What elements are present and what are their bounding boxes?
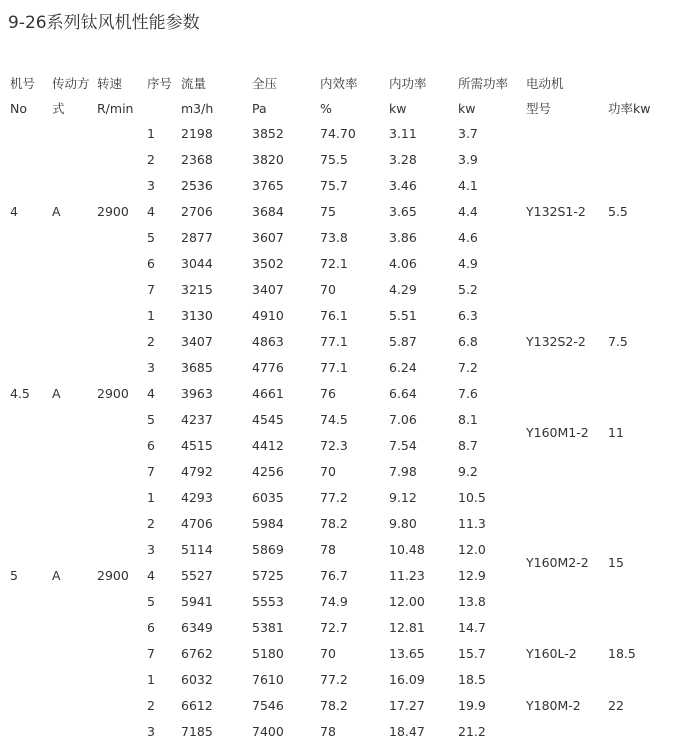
table-cell: 70 [320, 646, 336, 661]
header-cell: 内效率 [320, 76, 358, 91]
table-cell: 3 [147, 542, 155, 557]
table-cell: 3963 [181, 386, 213, 401]
table-cell: 78.2 [320, 516, 348, 531]
table-cell: 74.5 [320, 412, 348, 427]
table-cell: 3607 [252, 230, 284, 245]
table-cell: 77.1 [320, 334, 348, 349]
group-no-cell: 4 [10, 204, 18, 219]
table-cell: 4412 [252, 438, 284, 453]
motor-model-cell: Y132S1-2 [526, 204, 586, 219]
header-cell: 转速 [97, 76, 123, 91]
table-cell: 5180 [252, 646, 284, 661]
table-cell: 4661 [252, 386, 284, 401]
table-cell: 16.09 [389, 672, 425, 687]
table-cell: 7.98 [389, 464, 417, 479]
header-cell: 全压 [252, 76, 278, 91]
table-cell: 2 [147, 698, 155, 713]
table-cell: 3684 [252, 204, 284, 219]
table-cell: 73.8 [320, 230, 348, 245]
table-cell: 5381 [252, 620, 284, 635]
table-cell: 4776 [252, 360, 284, 375]
motor-model-cell: Y132S2-2 [526, 334, 586, 349]
table-cell: 6032 [181, 672, 213, 687]
table-cell: 5941 [181, 594, 213, 609]
table-cell: 4792 [181, 464, 213, 479]
motor-model-cell: Y180M-2 [526, 698, 581, 713]
table-cell: 3215 [181, 282, 213, 297]
motor-power-cell: 15 [608, 555, 624, 570]
table-cell: 3.28 [389, 152, 417, 167]
table-cell: 13.65 [389, 646, 425, 661]
table-cell: 17.27 [389, 698, 425, 713]
table-cell: 3.46 [389, 178, 417, 193]
table-cell: 7.54 [389, 438, 417, 453]
table-cell: 5725 [252, 568, 284, 583]
table-cell: 4863 [252, 334, 284, 349]
table-cell: 9.2 [458, 464, 478, 479]
table-cell: 5.87 [389, 334, 417, 349]
table-cell: 78 [320, 542, 336, 557]
page-title: 9-26系列钛风机性能参数 [8, 13, 200, 33]
table-cell: 4706 [181, 516, 213, 531]
table-cell: 4.1 [458, 178, 478, 193]
table-cell: 11.23 [389, 568, 425, 583]
table-cell: 3685 [181, 360, 213, 375]
table-cell: 10.48 [389, 542, 425, 557]
table-cell: 2 [147, 516, 155, 531]
table-cell: 2368 [181, 152, 213, 167]
header-cell: 机号 [10, 76, 36, 91]
table-cell: 4237 [181, 412, 213, 427]
table-cell: 76.7 [320, 568, 348, 583]
table-cell: 72.3 [320, 438, 348, 453]
table-cell: 4.29 [389, 282, 417, 297]
header-cell: No [10, 101, 27, 116]
table-cell: 10.5 [458, 490, 486, 505]
header-cell: kw [458, 101, 476, 116]
table-cell: 5.51 [389, 308, 417, 323]
header-cell: 传动方 [52, 76, 90, 91]
table-cell: 6035 [252, 490, 284, 505]
table-cell: 9.12 [389, 490, 417, 505]
motor-model-cell: Y160L-2 [526, 646, 577, 661]
group-no-cell: 5 [10, 568, 18, 583]
table-cell: 4 [147, 568, 155, 583]
header-cell: % [320, 101, 332, 116]
table-cell: 14.7 [458, 620, 486, 635]
table-cell: 3.11 [389, 126, 417, 141]
table-cell: 3.9 [458, 152, 478, 167]
table-cell: 7400 [252, 724, 284, 739]
table-cell: 3765 [252, 178, 284, 193]
table-cell: 8.7 [458, 438, 478, 453]
table-cell: 1 [147, 490, 155, 505]
table-cell: 3407 [252, 282, 284, 297]
table-cell: 5 [147, 412, 155, 427]
table-cell: 19.9 [458, 698, 486, 713]
table-cell: 12.0 [458, 542, 486, 557]
table-cell: 6 [147, 620, 155, 635]
table-cell: 6.64 [389, 386, 417, 401]
table-cell: 7185 [181, 724, 213, 739]
motor-power-cell: 22 [608, 698, 624, 713]
table-cell: 77.2 [320, 490, 348, 505]
table-cell: 3.7 [458, 126, 478, 141]
table-cell: 5553 [252, 594, 284, 609]
table-cell: 7.2 [458, 360, 478, 375]
table-cell: 12.00 [389, 594, 425, 609]
group-speed-cell: 2900 [97, 386, 129, 401]
table-cell: 3852 [252, 126, 284, 141]
table-cell: 3130 [181, 308, 213, 323]
table-cell: 15.7 [458, 646, 486, 661]
group-drive-cell: A [52, 386, 61, 401]
header-cell: Pa [252, 101, 267, 116]
table-cell: 3 [147, 178, 155, 193]
table-cell: 4.6 [458, 230, 478, 245]
table-cell: 78.2 [320, 698, 348, 713]
table-cell: 2877 [181, 230, 213, 245]
motor-power-cell: 11 [608, 425, 624, 440]
table-cell: 77.2 [320, 672, 348, 687]
table-cell: 77.1 [320, 360, 348, 375]
table-cell: 7 [147, 282, 155, 297]
table-cell: 74.70 [320, 126, 356, 141]
table-cell: 4293 [181, 490, 213, 505]
group-speed-cell: 2900 [97, 568, 129, 583]
group-drive-cell: A [52, 204, 61, 219]
table-cell: 7546 [252, 698, 284, 713]
header-cell: 型号 [526, 101, 552, 116]
table-cell: 72.1 [320, 256, 348, 271]
group-no-cell: 4.5 [10, 386, 30, 401]
table-cell: 78 [320, 724, 336, 739]
table-cell: 6.8 [458, 334, 478, 349]
table-cell: 3407 [181, 334, 213, 349]
table-cell: 4 [147, 204, 155, 219]
table-cell: 5 [147, 230, 155, 245]
table-cell: 7.06 [389, 412, 417, 427]
table-cell: 7610 [252, 672, 284, 687]
table-cell: 6349 [181, 620, 213, 635]
table-cell: 4515 [181, 438, 213, 453]
header-cell: m3/h [181, 101, 214, 116]
table-cell: 2706 [181, 204, 213, 219]
table-cell: 4.9 [458, 256, 478, 271]
table-cell: 3502 [252, 256, 284, 271]
table-cell: 4256 [252, 464, 284, 479]
table-cell: 6 [147, 256, 155, 271]
table-cell: 72.7 [320, 620, 348, 635]
table-cell: 1 [147, 126, 155, 141]
header-cell: 序号 [147, 76, 173, 91]
table-cell: 3820 [252, 152, 284, 167]
table-cell: 3.65 [389, 204, 417, 219]
table-cell: 5 [147, 594, 155, 609]
table-cell: 4.06 [389, 256, 417, 271]
motor-model-cell: Y160M1-2 [526, 425, 589, 440]
table-cell: 1 [147, 308, 155, 323]
table-cell: 5.2 [458, 282, 478, 297]
table-cell: 3044 [181, 256, 213, 271]
table-cell: 4545 [252, 412, 284, 427]
table-cell: 6.3 [458, 308, 478, 323]
table-cell: 5527 [181, 568, 213, 583]
table-cell: 3 [147, 360, 155, 375]
table-cell: 2 [147, 334, 155, 349]
table-cell: 70 [320, 464, 336, 479]
table-cell: 12.81 [389, 620, 425, 635]
table-cell: 5869 [252, 542, 284, 557]
header-cell: 流量 [181, 76, 207, 91]
table-cell: 75.5 [320, 152, 348, 167]
table-cell: 5984 [252, 516, 284, 531]
table-cell: 13.8 [458, 594, 486, 609]
motor-model-cell: Y160M2-2 [526, 555, 589, 570]
table-cell: 6612 [181, 698, 213, 713]
group-drive-cell: A [52, 568, 61, 583]
header-cell: 功率kw [608, 101, 651, 116]
table-cell: 11.3 [458, 516, 486, 531]
table-cell: 21.2 [458, 724, 486, 739]
table-cell: 7 [147, 646, 155, 661]
table-cell: 8.1 [458, 412, 478, 427]
table-cell: 3.86 [389, 230, 417, 245]
table-cell: 4910 [252, 308, 284, 323]
table-cell: 3 [147, 724, 155, 739]
table-cell: 1 [147, 672, 155, 687]
table-cell: 6762 [181, 646, 213, 661]
header-cell: 电动机 [526, 76, 564, 91]
table-cell: 4 [147, 386, 155, 401]
table-cell: 9.80 [389, 516, 417, 531]
header-cell: 内功率 [389, 76, 427, 91]
table-cell: 70 [320, 282, 336, 297]
header-cell: 式 [52, 101, 65, 116]
table-cell: 75.7 [320, 178, 348, 193]
motor-power-cell: 18.5 [608, 646, 636, 661]
group-speed-cell: 2900 [97, 204, 129, 219]
motor-power-cell: 5.5 [608, 204, 628, 219]
table-cell: 76.1 [320, 308, 348, 323]
table-cell: 2 [147, 152, 155, 167]
motor-power-cell: 7.5 [608, 334, 628, 349]
table-cell: 4.4 [458, 204, 478, 219]
header-cell: 所需功率 [458, 76, 509, 91]
table-cell: 5114 [181, 542, 213, 557]
table-cell: 18.5 [458, 672, 486, 687]
table-cell: 2198 [181, 126, 213, 141]
table-cell: 12.9 [458, 568, 486, 583]
table-cell: 7 [147, 464, 155, 479]
table-cell: 18.47 [389, 724, 425, 739]
table-cell: 6 [147, 438, 155, 453]
header-cell: kw [389, 101, 407, 116]
table-cell: 2536 [181, 178, 213, 193]
table-cell: 76 [320, 386, 336, 401]
table-cell: 6.24 [389, 360, 417, 375]
table-cell: 74.9 [320, 594, 348, 609]
table-cell: 75 [320, 204, 336, 219]
table-cell: 7.6 [458, 386, 478, 401]
header-cell: R/min [97, 101, 134, 116]
